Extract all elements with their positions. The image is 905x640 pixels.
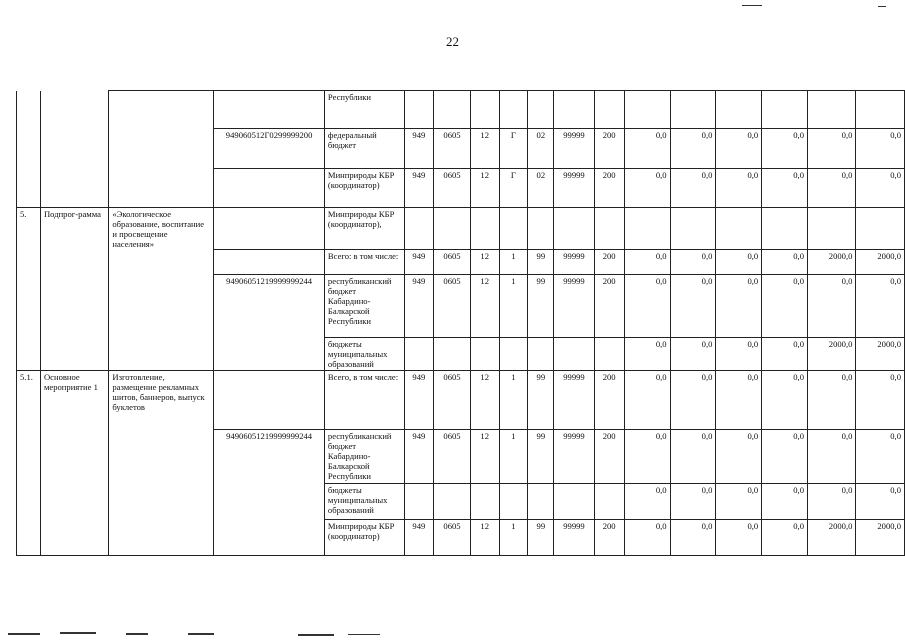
code-section-cell: 0605 <box>434 169 471 208</box>
value-2015-cell: 0,0 <box>670 483 716 519</box>
code-item-cell: 99999 <box>554 370 594 429</box>
value-2018-cell: 2000,0 <box>808 519 856 555</box>
row-number-cell <box>17 129 41 169</box>
code-program-cell: 1 <box>499 429 528 483</box>
value-2019-cell: 0,0 <box>856 483 905 519</box>
value-2019-cell <box>856 208 905 250</box>
row-number-cell <box>17 249 41 274</box>
row-type-cell <box>40 519 108 555</box>
code-target-cell <box>528 483 554 519</box>
value-2014-cell <box>624 208 670 250</box>
table-row <box>17 91 905 129</box>
row-name-cell <box>109 274 214 337</box>
code-grbs-cell: 949 <box>404 519 434 555</box>
value-2018-cell: 2000,0 <box>808 249 856 274</box>
row-code-cell <box>214 337 325 370</box>
code-program-cell: 1 <box>499 249 528 274</box>
row-code-cell <box>214 249 325 274</box>
row-number-cell <box>17 274 41 337</box>
value-2014-cell: 0,0 <box>624 483 670 519</box>
code-subsection-cell: 12 <box>470 429 499 483</box>
scan-artifact <box>348 634 380 635</box>
row-name-cell: Изготовление, размещение рекламных шитов, баннеров, выпуск буклетов <box>109 370 214 429</box>
value-2016-cell: 0,0 <box>716 337 762 370</box>
value-2015-cell: 0,0 <box>670 129 716 169</box>
row-name-cell <box>109 91 214 129</box>
row-code-cell <box>214 208 325 250</box>
value-2015-cell: 0,0 <box>670 274 716 337</box>
code-target-cell <box>528 91 554 129</box>
code-item-cell: 99999 <box>554 274 594 337</box>
code-program-cell: Г <box>499 129 528 169</box>
value-2016-cell: 0,0 <box>716 519 762 555</box>
value-2014-cell: 0,0 <box>624 274 670 337</box>
scan-artifact <box>298 634 334 636</box>
code-subsection-cell <box>470 337 499 370</box>
value-2014-cell: 0,0 <box>624 249 670 274</box>
budget-table <box>16 90 905 556</box>
funding-source-cell: Всего, в том числе: <box>324 370 404 429</box>
funding-source-cell: бюджеты муниципальных образований <box>324 483 404 519</box>
value-2017-cell: 0,0 <box>762 129 808 169</box>
code-program-cell <box>499 91 528 129</box>
value-2015-cell <box>670 91 716 129</box>
row-code-cell: 949060512Г0299999200 <box>214 129 325 169</box>
value-2019-cell <box>856 91 905 129</box>
value-2016-cell: 0,0 <box>716 483 762 519</box>
row-code-cell <box>214 169 325 208</box>
row-code-cell: 94906051219999999244 <box>214 274 325 337</box>
code-target-cell: 99 <box>528 370 554 429</box>
code-target-cell: 99 <box>528 274 554 337</box>
table-row <box>17 249 905 274</box>
code-expense-cell: 200 <box>594 274 624 337</box>
code-expense-cell: 200 <box>594 169 624 208</box>
code-item-cell: 99999 <box>554 249 594 274</box>
row-number-cell <box>17 429 41 483</box>
row-code-cell <box>214 519 325 555</box>
value-2017-cell <box>762 91 808 129</box>
funding-source-cell: бюджеты муниципальных образований <box>324 337 404 370</box>
scan-artifact <box>126 633 148 635</box>
code-section-cell: 0605 <box>434 249 471 274</box>
code-program-cell <box>499 208 528 250</box>
row-type-cell: Основное мероприятие 1 <box>40 370 108 429</box>
code-subsection-cell: 12 <box>470 519 499 555</box>
code-grbs-cell <box>404 208 434 250</box>
code-target-cell <box>528 337 554 370</box>
row-type-cell <box>40 274 108 337</box>
row-name-cell <box>109 429 214 483</box>
value-2019-cell: 0,0 <box>856 274 905 337</box>
row-name-cell: «Экологическое образование, воспитание и просвещение населения» <box>109 208 214 250</box>
code-section-cell <box>434 483 471 519</box>
value-2017-cell <box>762 208 808 250</box>
value-2017-cell: 0,0 <box>762 337 808 370</box>
funding-source-cell: Минприроды КБР (координатор), <box>324 208 404 250</box>
code-section-cell: 0605 <box>434 370 471 429</box>
value-2015-cell: 0,0 <box>670 429 716 483</box>
value-2019-cell: 0,0 <box>856 429 905 483</box>
code-subsection-cell: 12 <box>470 169 499 208</box>
code-target-cell <box>528 208 554 250</box>
code-grbs-cell <box>404 337 434 370</box>
value-2015-cell: 0,0 <box>670 370 716 429</box>
code-item-cell: 99999 <box>554 129 594 169</box>
row-code-cell <box>214 483 325 519</box>
code-target-cell: 02 <box>528 169 554 208</box>
code-subsection-cell: 12 <box>470 370 499 429</box>
value-2019-cell: 0,0 <box>856 370 905 429</box>
code-grbs-cell: 949 <box>404 249 434 274</box>
code-expense-cell <box>594 337 624 370</box>
code-subsection-cell <box>470 208 499 250</box>
code-item-cell: 99999 <box>554 169 594 208</box>
code-section-cell <box>434 208 471 250</box>
code-item-cell <box>554 208 594 250</box>
value-2018-cell: 0,0 <box>808 483 856 519</box>
funding-source-cell: Всего: в том числе: <box>324 249 404 274</box>
code-section-cell <box>434 337 471 370</box>
code-subsection-cell <box>470 91 499 129</box>
code-grbs-cell: 949 <box>404 429 434 483</box>
value-2018-cell: 0,0 <box>808 429 856 483</box>
code-target-cell: 99 <box>528 429 554 483</box>
row-type-cell <box>40 169 108 208</box>
value-2018-cell: 2000,0 <box>808 337 856 370</box>
code-expense-cell <box>594 483 624 519</box>
scan-artifact <box>742 5 762 6</box>
value-2019-cell: 0,0 <box>856 169 905 208</box>
scan-artifact <box>188 633 214 635</box>
row-code-cell <box>214 370 325 429</box>
funding-source-cell: республиканский бюджет Кабардино-Балкарской Республики <box>324 274 404 337</box>
code-grbs-cell: 949 <box>404 129 434 169</box>
code-grbs-cell <box>404 483 434 519</box>
code-grbs-cell: 949 <box>404 370 434 429</box>
code-expense-cell: 200 <box>594 129 624 169</box>
code-program-cell: 1 <box>499 274 528 337</box>
row-number-cell <box>17 169 41 208</box>
code-section-cell: 0605 <box>434 129 471 169</box>
row-number-cell <box>17 337 41 370</box>
table-row <box>17 208 905 250</box>
code-program-cell <box>499 337 528 370</box>
value-2017-cell: 0,0 <box>762 169 808 208</box>
code-program-cell: 1 <box>499 370 528 429</box>
code-section-cell: 0605 <box>434 519 471 555</box>
code-expense-cell <box>594 208 624 250</box>
code-expense-cell: 200 <box>594 370 624 429</box>
code-section-cell: 0605 <box>434 274 471 337</box>
row-type-cell <box>40 483 108 519</box>
row-number-cell: 5. <box>17 208 41 250</box>
row-type-cell <box>40 91 108 129</box>
row-number-cell <box>17 483 41 519</box>
table-row <box>17 129 905 169</box>
code-grbs-cell: 949 <box>404 274 434 337</box>
table-row <box>17 337 905 370</box>
table-row <box>17 274 905 337</box>
row-name-cell <box>109 249 214 274</box>
funding-source-cell: республиканский бюджет Кабардино-Балкарской Республики <box>324 429 404 483</box>
value-2016-cell: 0,0 <box>716 249 762 274</box>
row-number-cell <box>17 91 41 129</box>
value-2016-cell: 0,0 <box>716 429 762 483</box>
row-type-cell <box>40 129 108 169</box>
value-2014-cell: 0,0 <box>624 519 670 555</box>
funding-source-cell: Минприроды КБР (координатор) <box>324 169 404 208</box>
code-program-cell: Г <box>499 169 528 208</box>
code-section-cell <box>434 91 471 129</box>
scan-artifact <box>8 633 40 635</box>
value-2016-cell: 0,0 <box>716 129 762 169</box>
funding-source-cell: Республики <box>324 91 404 129</box>
value-2015-cell: 0,0 <box>670 249 716 274</box>
value-2018-cell <box>808 208 856 250</box>
code-subsection-cell: 12 <box>470 129 499 169</box>
value-2019-cell: 2000,0 <box>856 337 905 370</box>
row-type-cell <box>40 249 108 274</box>
code-subsection-cell <box>470 483 499 519</box>
row-code-cell <box>214 91 325 129</box>
value-2016-cell <box>716 208 762 250</box>
funding-source-cell: федеральный бюджет <box>324 129 404 169</box>
value-2014-cell: 0,0 <box>624 429 670 483</box>
value-2014-cell <box>624 91 670 129</box>
value-2017-cell: 0,0 <box>762 274 808 337</box>
code-target-cell: 99 <box>528 519 554 555</box>
row-type-cell <box>40 337 108 370</box>
value-2017-cell: 0,0 <box>762 249 808 274</box>
value-2017-cell: 0,0 <box>762 370 808 429</box>
code-expense-cell: 200 <box>594 249 624 274</box>
code-item-cell: 99999 <box>554 429 594 483</box>
value-2019-cell: 2000,0 <box>856 519 905 555</box>
value-2015-cell: 0,0 <box>670 337 716 370</box>
row-number-cell <box>17 519 41 555</box>
value-2015-cell: 0,0 <box>670 169 716 208</box>
table-row <box>17 483 905 519</box>
row-name-cell <box>109 169 214 208</box>
value-2014-cell: 0,0 <box>624 337 670 370</box>
row-name-cell <box>109 483 214 519</box>
value-2017-cell: 0,0 <box>762 429 808 483</box>
code-item-cell <box>554 91 594 129</box>
code-item-cell <box>554 337 594 370</box>
value-2019-cell: 0,0 <box>856 129 905 169</box>
code-expense-cell: 200 <box>594 429 624 483</box>
code-grbs-cell <box>404 91 434 129</box>
code-target-cell: 02 <box>528 129 554 169</box>
value-2014-cell: 0,0 <box>624 129 670 169</box>
value-2015-cell <box>670 208 716 250</box>
value-2016-cell: 0,0 <box>716 370 762 429</box>
value-2018-cell: 0,0 <box>808 169 856 208</box>
table-row <box>17 370 905 429</box>
scan-artifact <box>878 6 886 7</box>
funding-source-cell: Минприроды КБР (координатор) <box>324 519 404 555</box>
value-2016-cell: 0,0 <box>716 169 762 208</box>
table-row <box>17 429 905 483</box>
value-2014-cell: 0,0 <box>624 169 670 208</box>
code-program-cell: 1 <box>499 519 528 555</box>
row-type-cell <box>40 429 108 483</box>
row-name-cell <box>109 129 214 169</box>
code-expense-cell <box>594 91 624 129</box>
value-2019-cell: 2000,0 <box>856 249 905 274</box>
value-2016-cell: 0,0 <box>716 274 762 337</box>
value-2017-cell: 0,0 <box>762 483 808 519</box>
code-section-cell: 0605 <box>434 429 471 483</box>
value-2018-cell <box>808 91 856 129</box>
value-2014-cell: 0,0 <box>624 370 670 429</box>
code-subsection-cell: 12 <box>470 274 499 337</box>
table-row <box>17 519 905 555</box>
value-2018-cell: 0,0 <box>808 274 856 337</box>
code-program-cell <box>499 483 528 519</box>
row-type-cell: Подпрог-рамма <box>40 208 108 250</box>
value-2018-cell: 0,0 <box>808 129 856 169</box>
code-target-cell: 99 <box>528 249 554 274</box>
table-row <box>17 169 905 208</box>
scan-artifact <box>60 632 96 634</box>
row-number-cell: 5.1. <box>17 370 41 429</box>
row-name-cell <box>109 519 214 555</box>
page-number: 22 <box>446 34 459 49</box>
row-name-cell <box>109 337 214 370</box>
value-2016-cell <box>716 91 762 129</box>
value-2018-cell: 0,0 <box>808 370 856 429</box>
code-expense-cell: 200 <box>594 519 624 555</box>
value-2017-cell: 0,0 <box>762 519 808 555</box>
code-grbs-cell: 949 <box>404 169 434 208</box>
code-item-cell: 99999 <box>554 519 594 555</box>
code-subsection-cell: 12 <box>470 249 499 274</box>
value-2015-cell: 0,0 <box>670 519 716 555</box>
code-item-cell <box>554 483 594 519</box>
row-code-cell: 94906051219999999244 <box>214 429 325 483</box>
